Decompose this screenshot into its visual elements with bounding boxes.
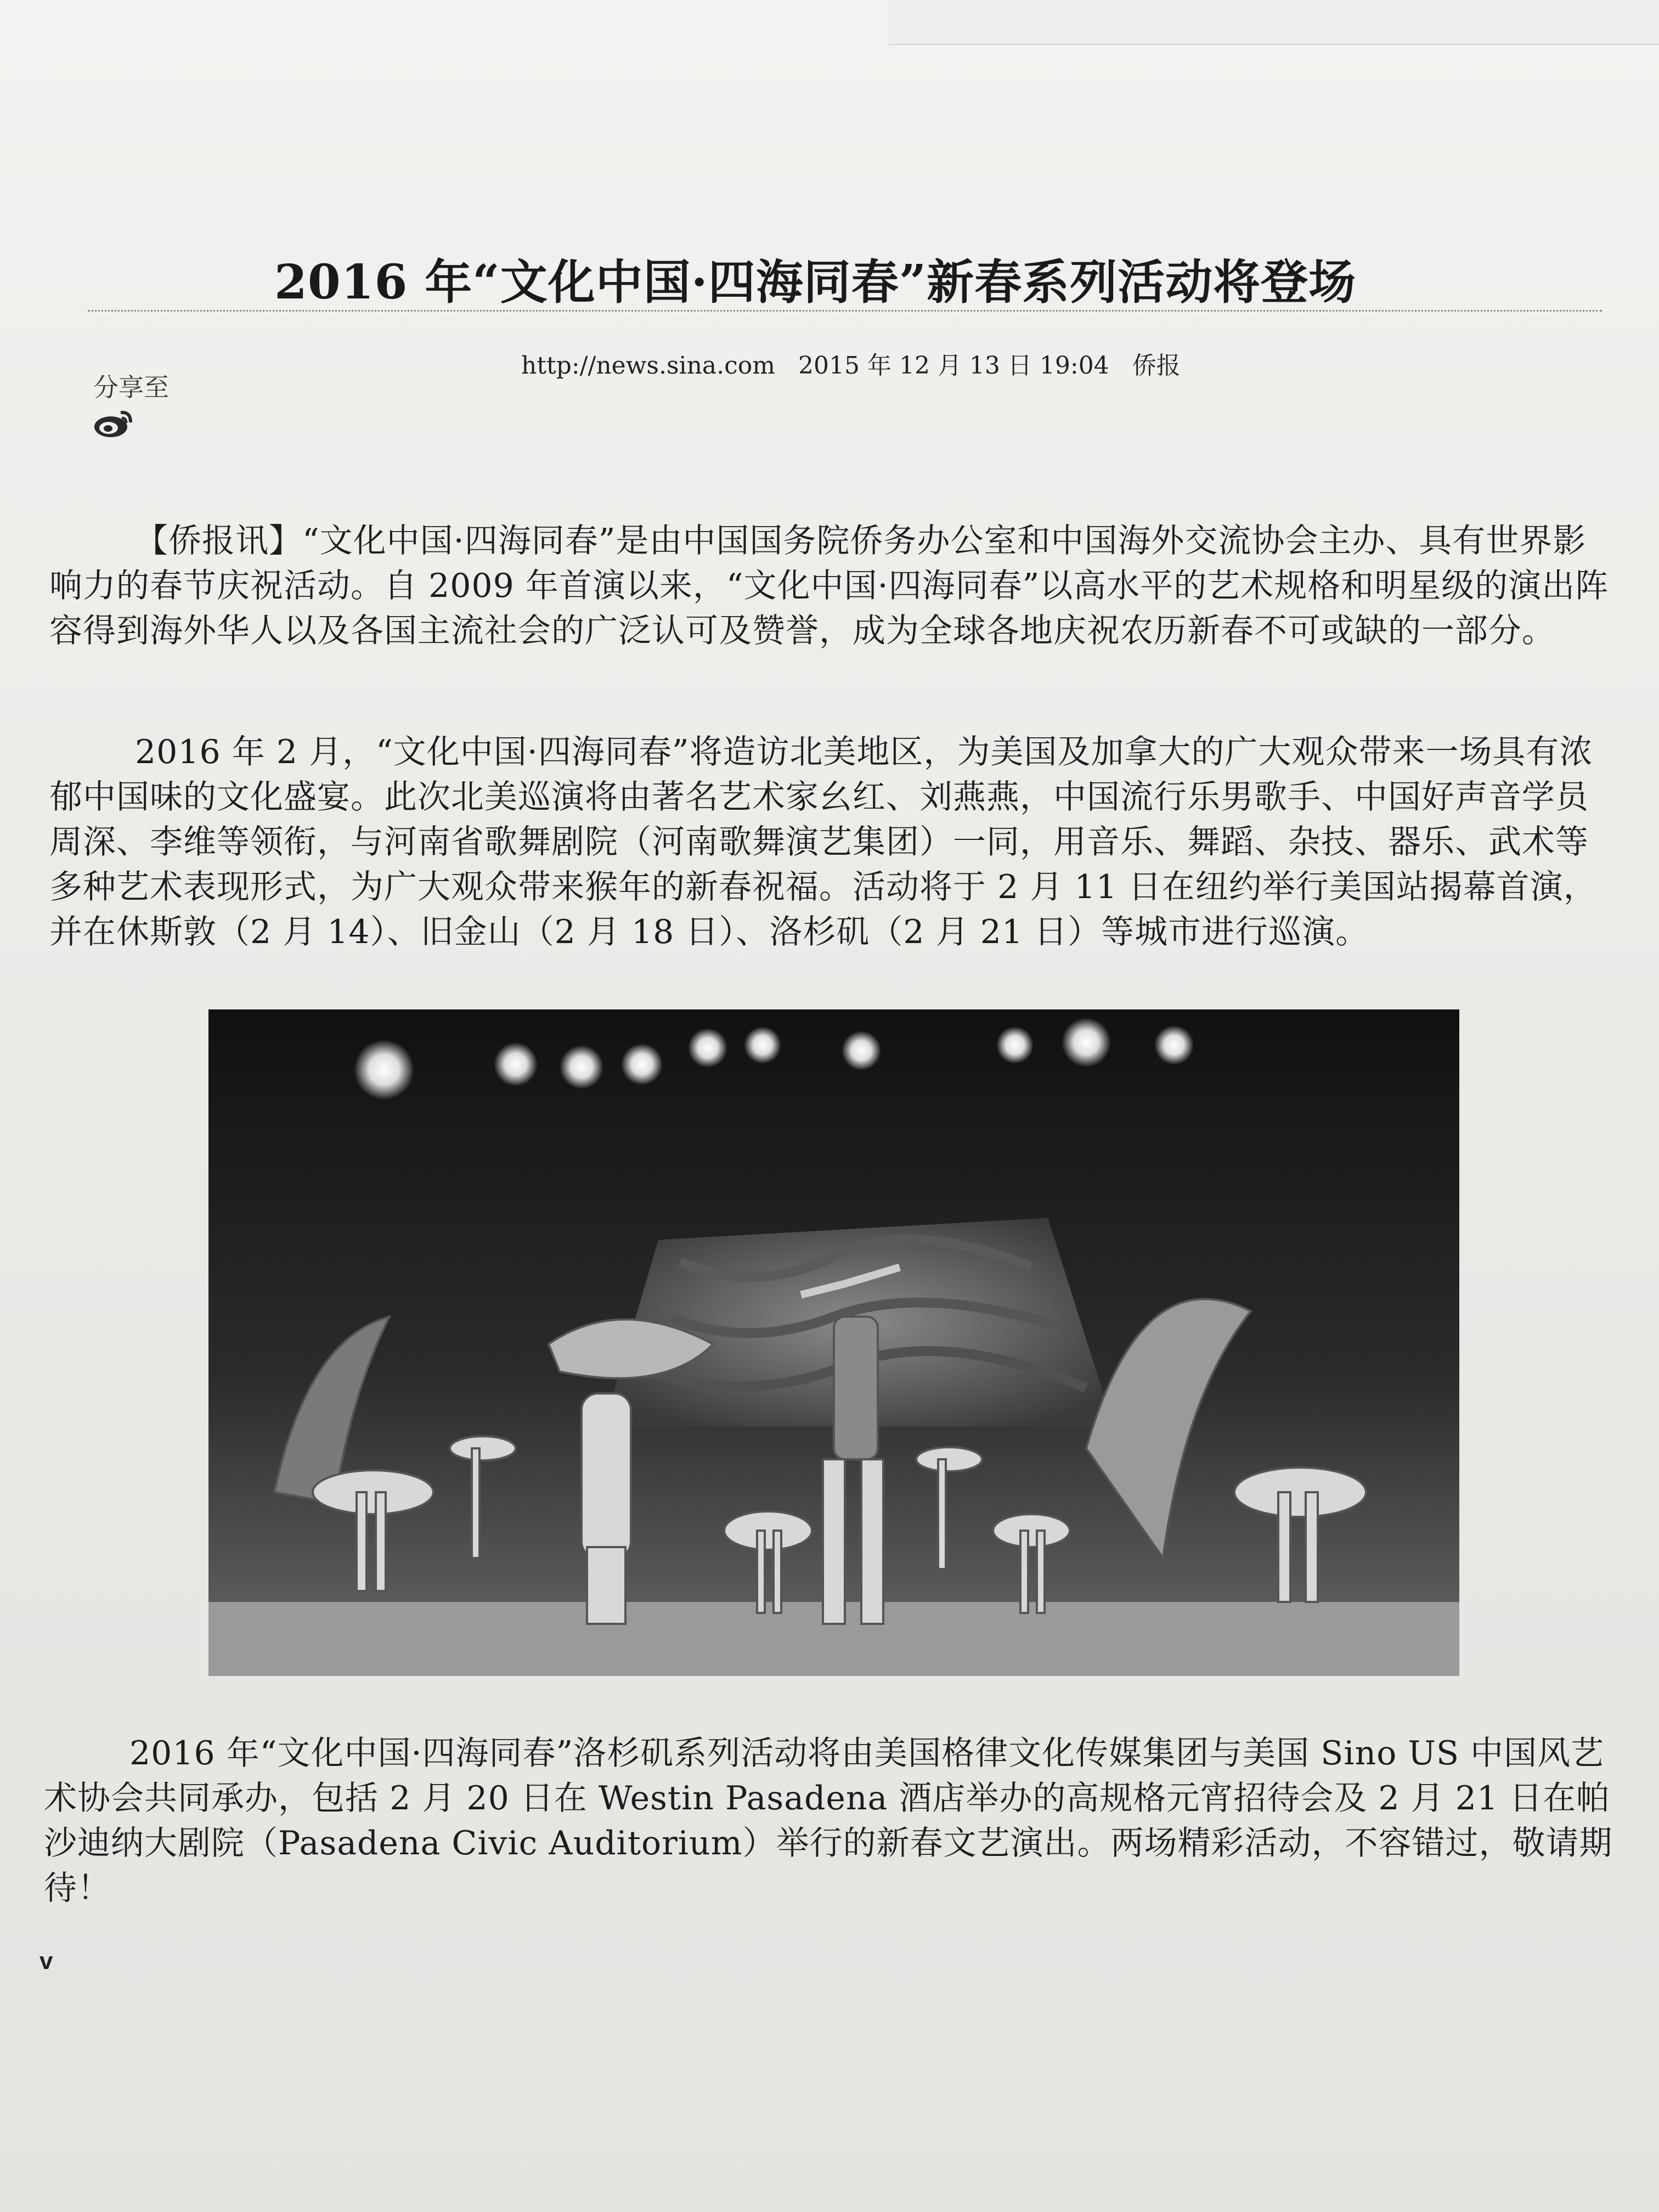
stage-performance-photo (208, 1009, 1459, 1676)
article-paragraph: 【侨报讯】“文化中国·四海同春”是由中国国务院侨务办公室和中国海外交流协会主办、具有世界影响力的春节庆祝活动。自 2009 年首演以来，“文化中国·四海同春”以高水平的艺术规格和明星级的演出阵容得到海外华人以及各国主流社会的广泛认可及赞誉，成为全球各地庆祝农历新春不可或缺的一部分。 (49, 522, 1609, 650)
article-paragraph: 2016 年 2 月，“文化中国·四海同春”将造访北美地区，为美国及加拿大的广大观众带来一场具有浓郁中国味的文化盛宴。此次北美巡演将由著名艺术家幺红、刘燕燕，中国流行乐男歌手、中国好声音学员周深、李维等领衔，与河南省歌舞剧院（河南歌舞演艺集团）一同，用音乐、舞蹈、杂技、器乐、武术等多种艺术表现形式，为广大观众带来猴年的新春祝福。活动将于 2 月 11 日在纽约举行美国站揭幕首演，并在休斯敦（2 月 14）、旧金山（2 月 18 日）、洛杉矶（2 月 21 日）等城市进行巡演。 (49, 733, 1597, 951)
page-fold (889, 0, 1659, 45)
title-divider (88, 310, 1602, 312)
article-paragraph: 2016 年“文化中国·四海同春”洛杉矶系列活动将由美国格律文化传媒集团与美国 Sino US 中国风艺术协会共同承办，包括 2 月 20 日在 Westin Pasadena 酒店举办的高规格元宵招待会及 2 月 21 日在帕沙迪纳大剧院（Pasadena Civic Auditorium）举行的新春文艺演出。两场精彩活动，不容错过，敬请期待！ (44, 1734, 1613, 1908)
share-label: 分享至 (93, 373, 169, 402)
page-mark: v (40, 1948, 53, 1974)
article-title: 2016 年“文化中国·四海同春”新春系列活动将登场 (274, 255, 1357, 310)
article-meta (521, 346, 1196, 381)
publish-date: 2015 年 12 月 13 日 19:04 (798, 352, 1109, 380)
source-name: 侨报 (1132, 352, 1181, 380)
source-url: http://news.sina.com (521, 352, 776, 380)
weibo-icon (92, 406, 136, 439)
